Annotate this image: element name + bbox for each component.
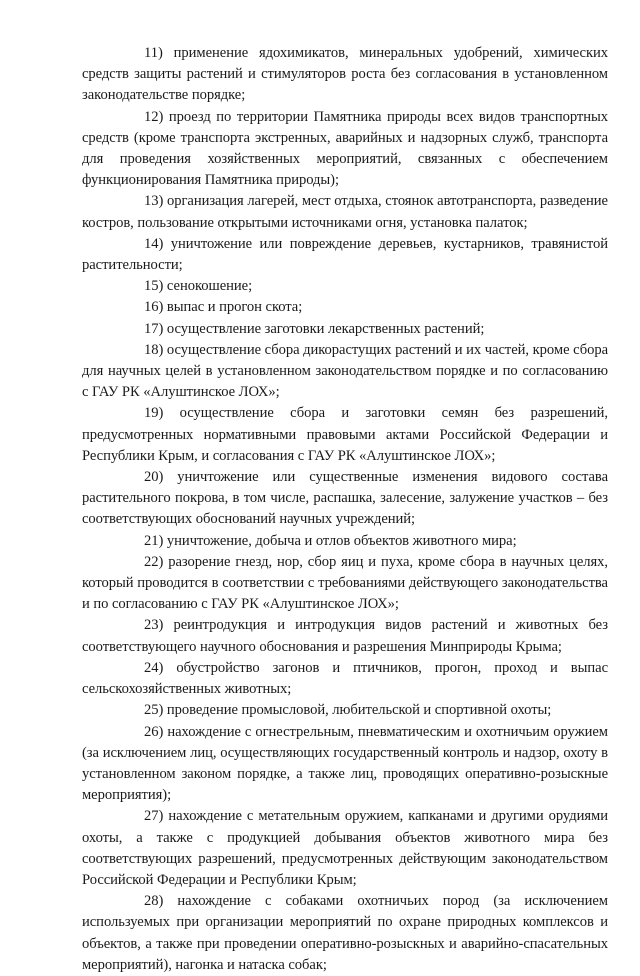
list-item-text: уничтожение, добыча и отлов объектов животного мира; [166,532,517,549]
list-item-text: обустройство загонов и птичников, прогон, проход и выпас сельскохозяйственных животных; [82,659,608,698]
list-item [82,319,608,340]
list-item [82,722,608,807]
list-item [82,806,608,891]
list-item-number: 28) [144,893,164,910]
list-item-text: осуществление сбора дикорастущих растений и их частей, кроме сбора для научных целей в установленном законодательством порядке и по согласованию с ГАУ РК «Алуштинское ЛОХ»; [82,341,608,401]
list-item-number: 26) [144,723,164,740]
list-item-number: 17) [144,320,164,337]
list-item [82,297,608,318]
list-item [82,552,608,616]
list-item-text: проезд по территории Памятника природы всех видов транспортных средств (кроме транспорта экстренных, аварийных и надзорных служб, транспорта для проведения хозяйственных мероприятий, связанных с обеспечением функционирования Памятника природы); [82,108,608,189]
list-item-text: нахождение с собаками охотничьих пород (за исключением используемых при организации мероприятий по охране природных комплексов и объектов, а также при проведении оперативно-розыскных и аварийно-спасательных мероприятий), нагонка и натаска собак; [82,893,608,973]
list-item [82,403,608,467]
list-item [82,43,608,107]
list-item-number: 18) [144,341,164,358]
list-item-number: 23) [144,617,164,634]
list-item-text: применение ядохимикатов, минеральных удобрений, химических средств защиты растений и стимуляторов роста без согласования в установленном законодательстве порядке; [82,45,609,104]
list-item-number: 20) [144,469,164,486]
list-item-text: организация лагерей, мест отдыха, стоянок автотранспорта, разведение костров, пользование открытыми источниками огня, установка палаток; [82,193,608,231]
list-item-number: 15) [144,278,164,295]
document-body [82,43,608,976]
list-item-number: 12) [144,108,164,125]
list-item-text: реинтродукция и интродукция видов растений и животных без соответствующего научного обоснования и разрешения Минприроды Крыма; [82,617,608,655]
list-item-text: разорение гнезд, нор, сбор яиц и пуха, кроме сбора в научных целях, который проводится в соответствии с требованиями действующего законодательства и по согласованию с ГАУ РК «Алуштинское ЛОХ»; [82,553,608,613]
list-item-text: осуществление заготовки лекарственных растений; [166,320,485,337]
list-item-number: 21) [144,532,164,549]
list-item-text: сенокошение; [166,278,253,295]
list-item [82,615,608,657]
list-item [82,658,608,700]
list-item [82,700,608,721]
list-item-text: осуществление сбора и заготовки семян без разрешений, предусмотренных нормативными правовыми актами Российской Федерации и Республики Крым, и согласования с ГАУ РК «Алуштинское ЛОХ»; [82,405,608,464]
list-item-number: 22) [144,553,164,570]
list-item [82,467,608,531]
list-item-text: нахождение с метательным оружием, капканами и другими орудиями охоты, а также с продукцией добывания объектов животного мира без соответствующих разрешений, предусмотренных действующим законодательством Российской Федерации и Республики Крым; [82,808,608,888]
list-item [82,234,608,276]
list-item-number: 25) [144,702,164,719]
list-item-number: 14) [144,235,164,252]
list-item-number: 24) [144,659,164,676]
list-item-text: уничтожение или существенные изменения видового состава растительного покрова, в том числе, распашка, залесение, залужение участков – без соответствующих обоснований научных учреждений; [82,469,608,528]
list-item-number: 16) [144,299,164,316]
list-item [82,531,608,552]
list-item-number: 27) [144,808,164,825]
list-item-text: нахождение с огнестрельным, пневматическим и охотничьим оружием (за исключением лиц, осуществляющих государственный контроль и надзор, охоту в установленном законом порядке, а также лиц, проводящих оперативно-розыскные мероприятия); [82,723,608,804]
list-item [82,340,608,404]
list-item [82,276,608,297]
list-item-text: уничтожение или повреждение деревьев, кустарников, травянистой растительности; [82,235,608,274]
list-item-text: проведение промысловой, любительской и спортивной охоты; [166,702,552,719]
list-item [82,191,608,233]
list-item-number: 13) [144,193,164,210]
list-item [82,107,608,192]
list-item-number: 19) [144,405,164,422]
list-item [82,891,608,976]
list-item-number: 11) [144,45,163,61]
list-item-text: выпас и прогон скота; [166,299,303,316]
